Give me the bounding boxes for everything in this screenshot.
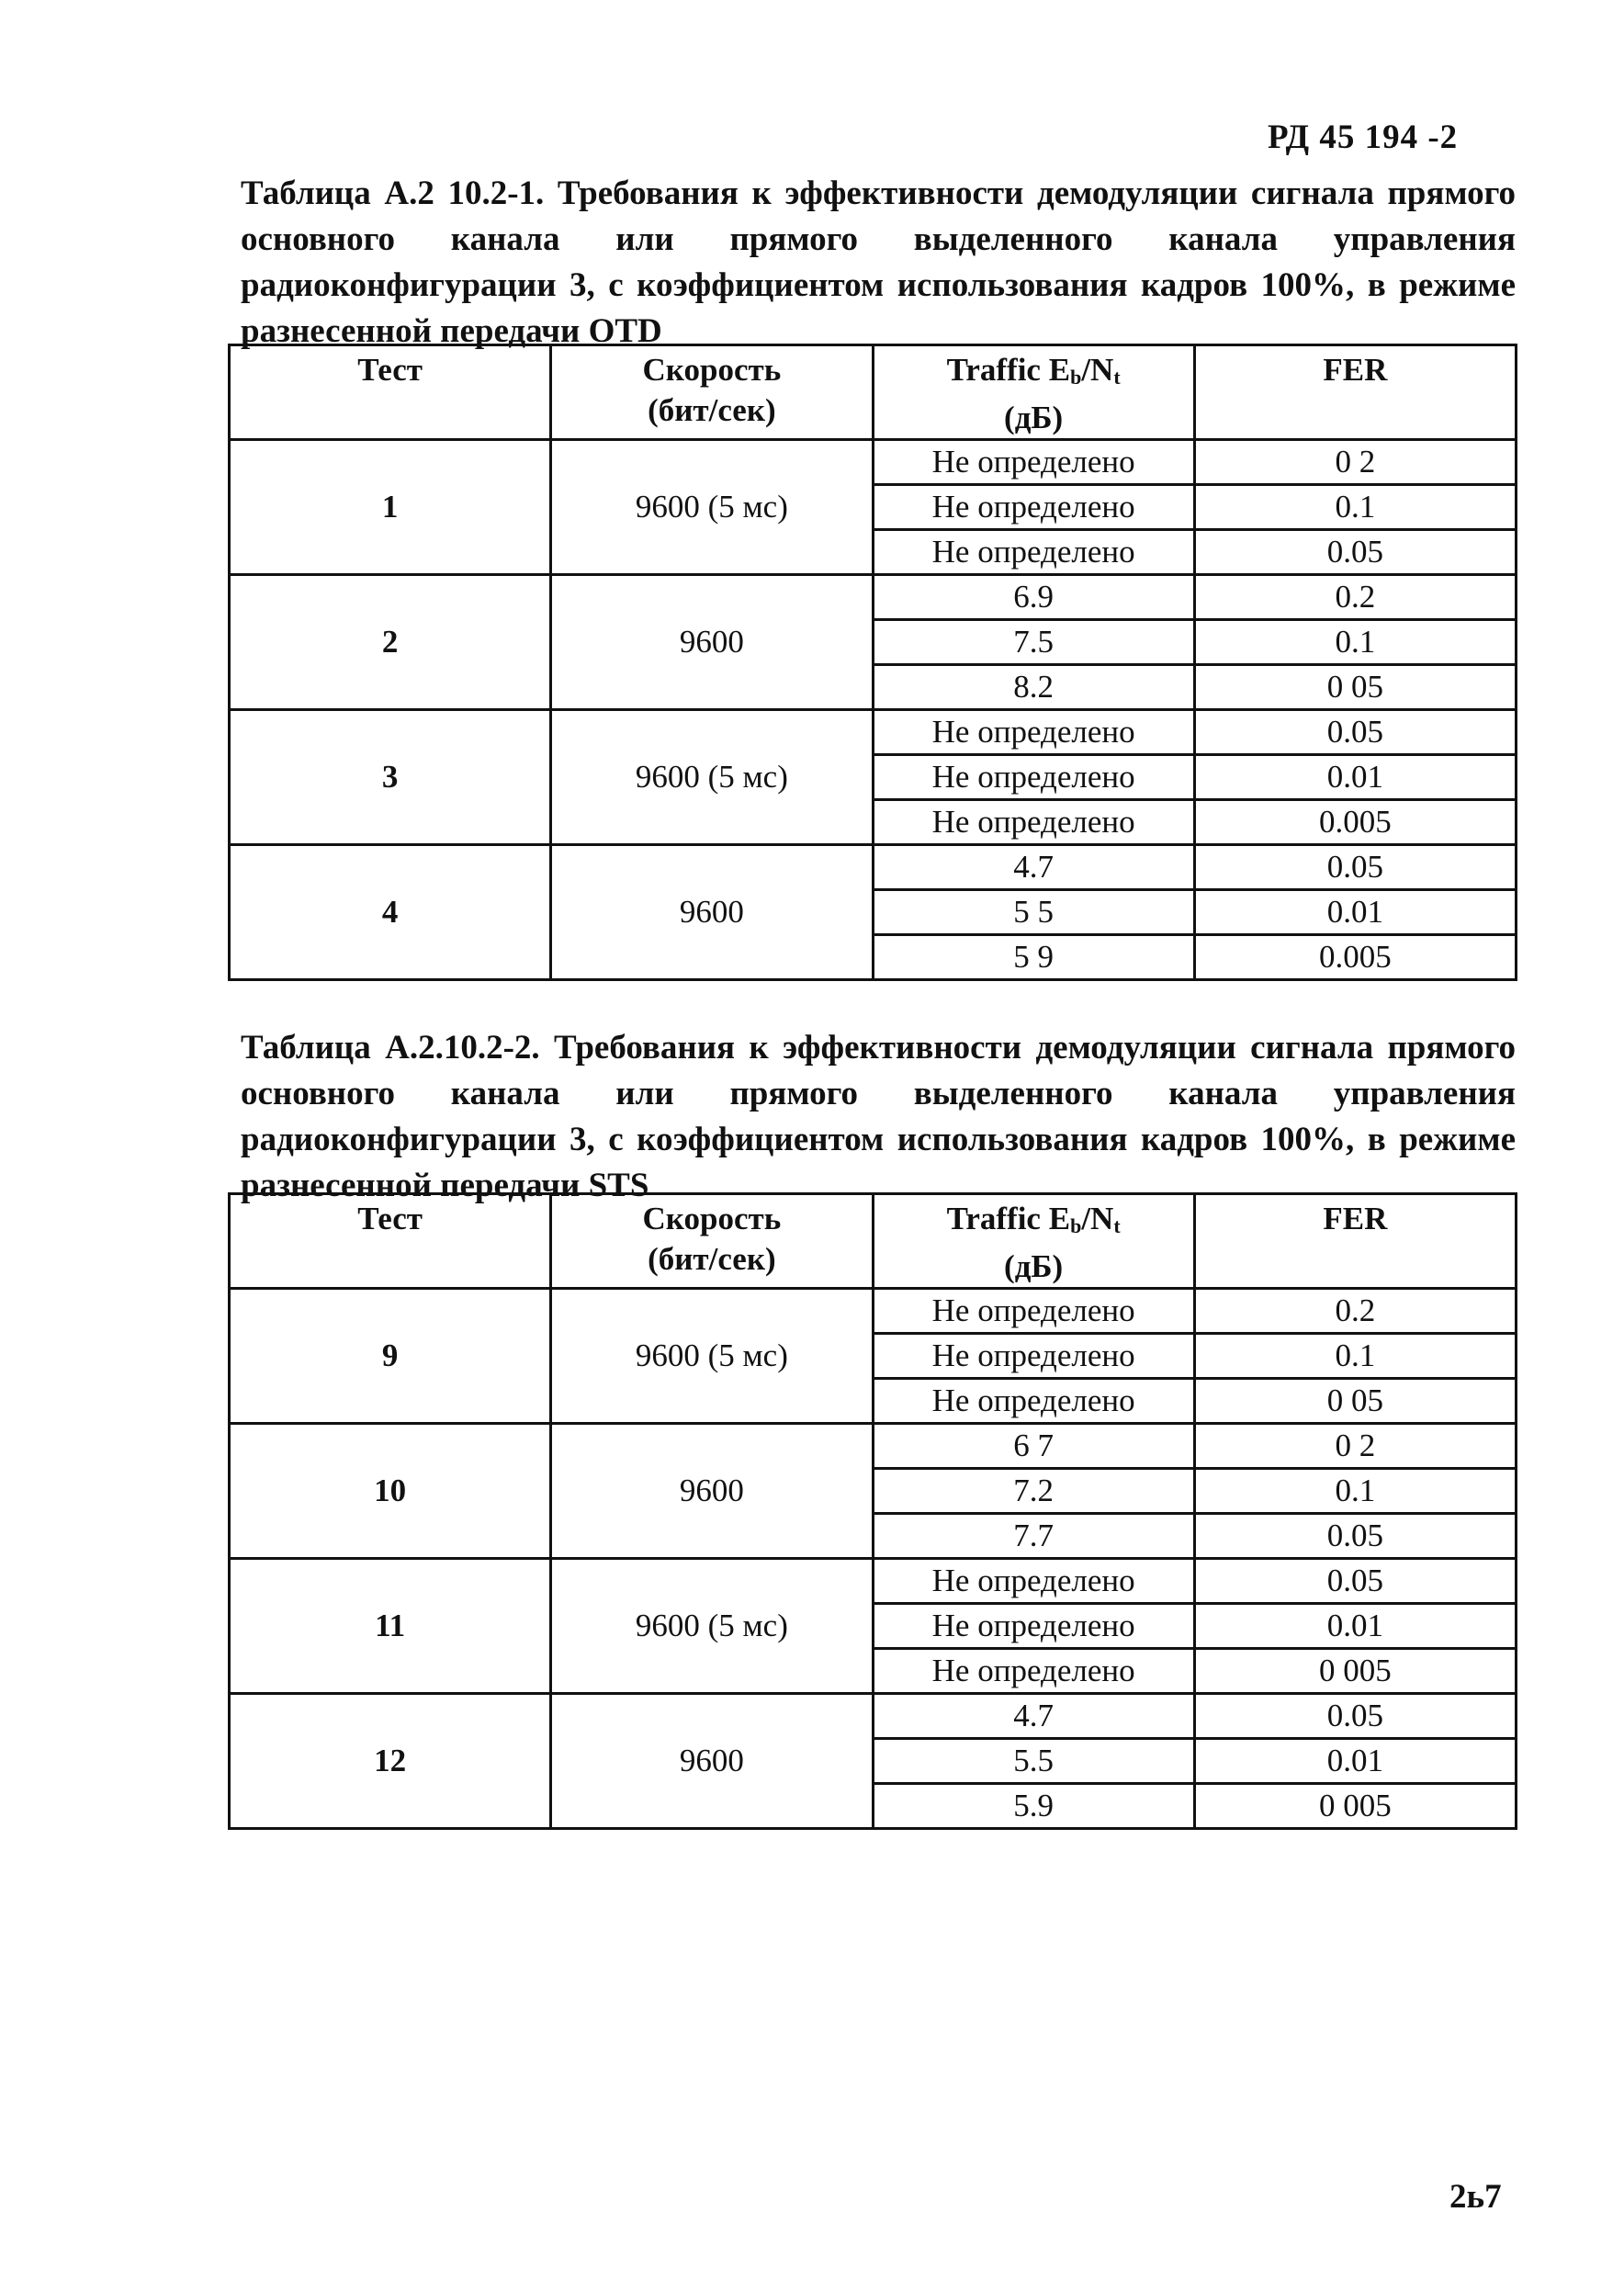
fer-cell: 0 05 [1194, 1379, 1516, 1424]
traffic-cell: 7.7 [873, 1514, 1194, 1559]
test-number-cell: 10 [230, 1424, 551, 1559]
table-header-row [230, 345, 1517, 440]
fer-cell: 0 005 [1194, 1784, 1516, 1829]
speed-cell: 9600 [551, 1424, 873, 1559]
table-1-caption: Таблица А.2 10.2-1. Требования к эффективности демодуляции сигнала прямого основного канала или прямого выделенного канала управления радиоконфигурации 3, с коэффициентом использования кадров 100%, в режиме разнесенной передачи OTD [241, 175, 1516, 350]
speed-cell: 9600 [551, 845, 873, 980]
fer-cell: 0.05 [1194, 1559, 1516, 1604]
column-header-speed: Скорость (бит/сек) [551, 345, 873, 440]
test-number-cell: 12 [230, 1694, 551, 1829]
traffic-cell: 6 7 [873, 1424, 1194, 1469]
test-number-cell: 11 [230, 1559, 551, 1694]
page-number: 2ь7 [1449, 2178, 1502, 2216]
traffic-cell: Не определено [873, 800, 1194, 845]
speed-cell: 9600 (5 мс) [551, 1289, 873, 1424]
traffic-cell: 4.7 [873, 845, 1194, 890]
test-number-cell: 9 [230, 1289, 551, 1424]
traffic-cell: Не определено [873, 485, 1194, 530]
test-number-cell: 2 [230, 575, 551, 710]
table-row [230, 1559, 1517, 1604]
traffic-cell: 5.9 [873, 1784, 1194, 1829]
column-header-test: Тест [230, 345, 551, 440]
fer-cell: 0.01 [1194, 755, 1516, 800]
traffic-cell: Не определено [873, 1289, 1194, 1334]
document-code: РД 45 194 -2 [1268, 118, 1459, 156]
fer-cell: 0.1 [1194, 1469, 1516, 1514]
table-row [230, 1289, 1517, 1334]
traffic-cell: Не определено [873, 530, 1194, 575]
table-row [230, 1694, 1517, 1739]
column-header-fer: FER [1194, 1194, 1516, 1289]
fer-cell: 0.1 [1194, 620, 1516, 665]
table-header-row [230, 1194, 1517, 1289]
speed-cell: 9600 (5 мс) [551, 710, 873, 845]
fer-cell: 0.01 [1194, 1739, 1516, 1784]
traffic-cell: 5.5 [873, 1739, 1194, 1784]
traffic-cell: 8.2 [873, 665, 1194, 710]
column-header-fer: FER [1194, 345, 1516, 440]
fer-cell: 0.1 [1194, 1334, 1516, 1379]
table-row [230, 575, 1517, 620]
fer-cell: 0.05 [1194, 1694, 1516, 1739]
traffic-cell: Не определено [873, 1559, 1194, 1604]
fer-cell: 0 2 [1194, 440, 1516, 485]
fer-cell: 0.005 [1194, 935, 1516, 980]
speed-cell: 9600 (5 мс) [551, 440, 873, 575]
table-row [230, 845, 1517, 890]
fer-cell: 0.05 [1194, 845, 1516, 890]
fer-cell: 0 2 [1194, 1424, 1516, 1469]
column-header-traffic: Traffic Eb/Nt (дБ) [873, 1194, 1194, 1289]
table-1 [228, 344, 1517, 981]
speed-cell: 9600 [551, 575, 873, 710]
traffic-cell: Не определено [873, 1334, 1194, 1379]
traffic-cell: 7.5 [873, 620, 1194, 665]
table-2-caption: Таблица А.2.10.2-2. Требования к эффективности демодуляции сигнала прямого основного канала или прямого выделенного канала управления радиоконфигурации 3, с коэффициентом использования кадров 100%, в режиме разнесенной передачи STS [241, 1029, 1516, 1204]
fer-cell: 0.1 [1194, 485, 1516, 530]
column-header-traffic: Traffic Eb/Nt (дБ) [873, 345, 1194, 440]
table-row [230, 440, 1517, 485]
traffic-cell: 6.9 [873, 575, 1194, 620]
fer-cell: 0.05 [1194, 1514, 1516, 1559]
speed-cell: 9600 [551, 1694, 873, 1829]
traffic-cell: 4.7 [873, 1694, 1194, 1739]
traffic-cell: Не определено [873, 440, 1194, 485]
test-number-cell: 1 [230, 440, 551, 575]
speed-cell: 9600 (5 мс) [551, 1559, 873, 1694]
fer-cell: 0.05 [1194, 710, 1516, 755]
traffic-cell: 5 9 [873, 935, 1194, 980]
table-row [230, 710, 1517, 755]
fer-cell: 0.01 [1194, 890, 1516, 935]
fer-cell: 0.005 [1194, 800, 1516, 845]
test-number-cell: 4 [230, 845, 551, 980]
traffic-cell: Не определено [873, 1379, 1194, 1424]
traffic-cell: Не определено [873, 1649, 1194, 1694]
traffic-cell: Не определено [873, 1604, 1194, 1649]
fer-cell: 0 05 [1194, 665, 1516, 710]
column-header-test: Тест [230, 1194, 551, 1289]
test-number-cell: 3 [230, 710, 551, 845]
fer-cell: 0.05 [1194, 530, 1516, 575]
traffic-cell: 5 5 [873, 890, 1194, 935]
table-2 [228, 1192, 1517, 1830]
traffic-cell: Не определено [873, 710, 1194, 755]
fer-cell: 0.2 [1194, 575, 1516, 620]
table-row [230, 1424, 1517, 1469]
traffic-cell: 7.2 [873, 1469, 1194, 1514]
fer-cell: 0.2 [1194, 1289, 1516, 1334]
column-header-speed: Скорость (бит/сек) [551, 1194, 873, 1289]
fer-cell: 0 005 [1194, 1649, 1516, 1694]
fer-cell: 0.01 [1194, 1604, 1516, 1649]
traffic-cell: Не определено [873, 755, 1194, 800]
